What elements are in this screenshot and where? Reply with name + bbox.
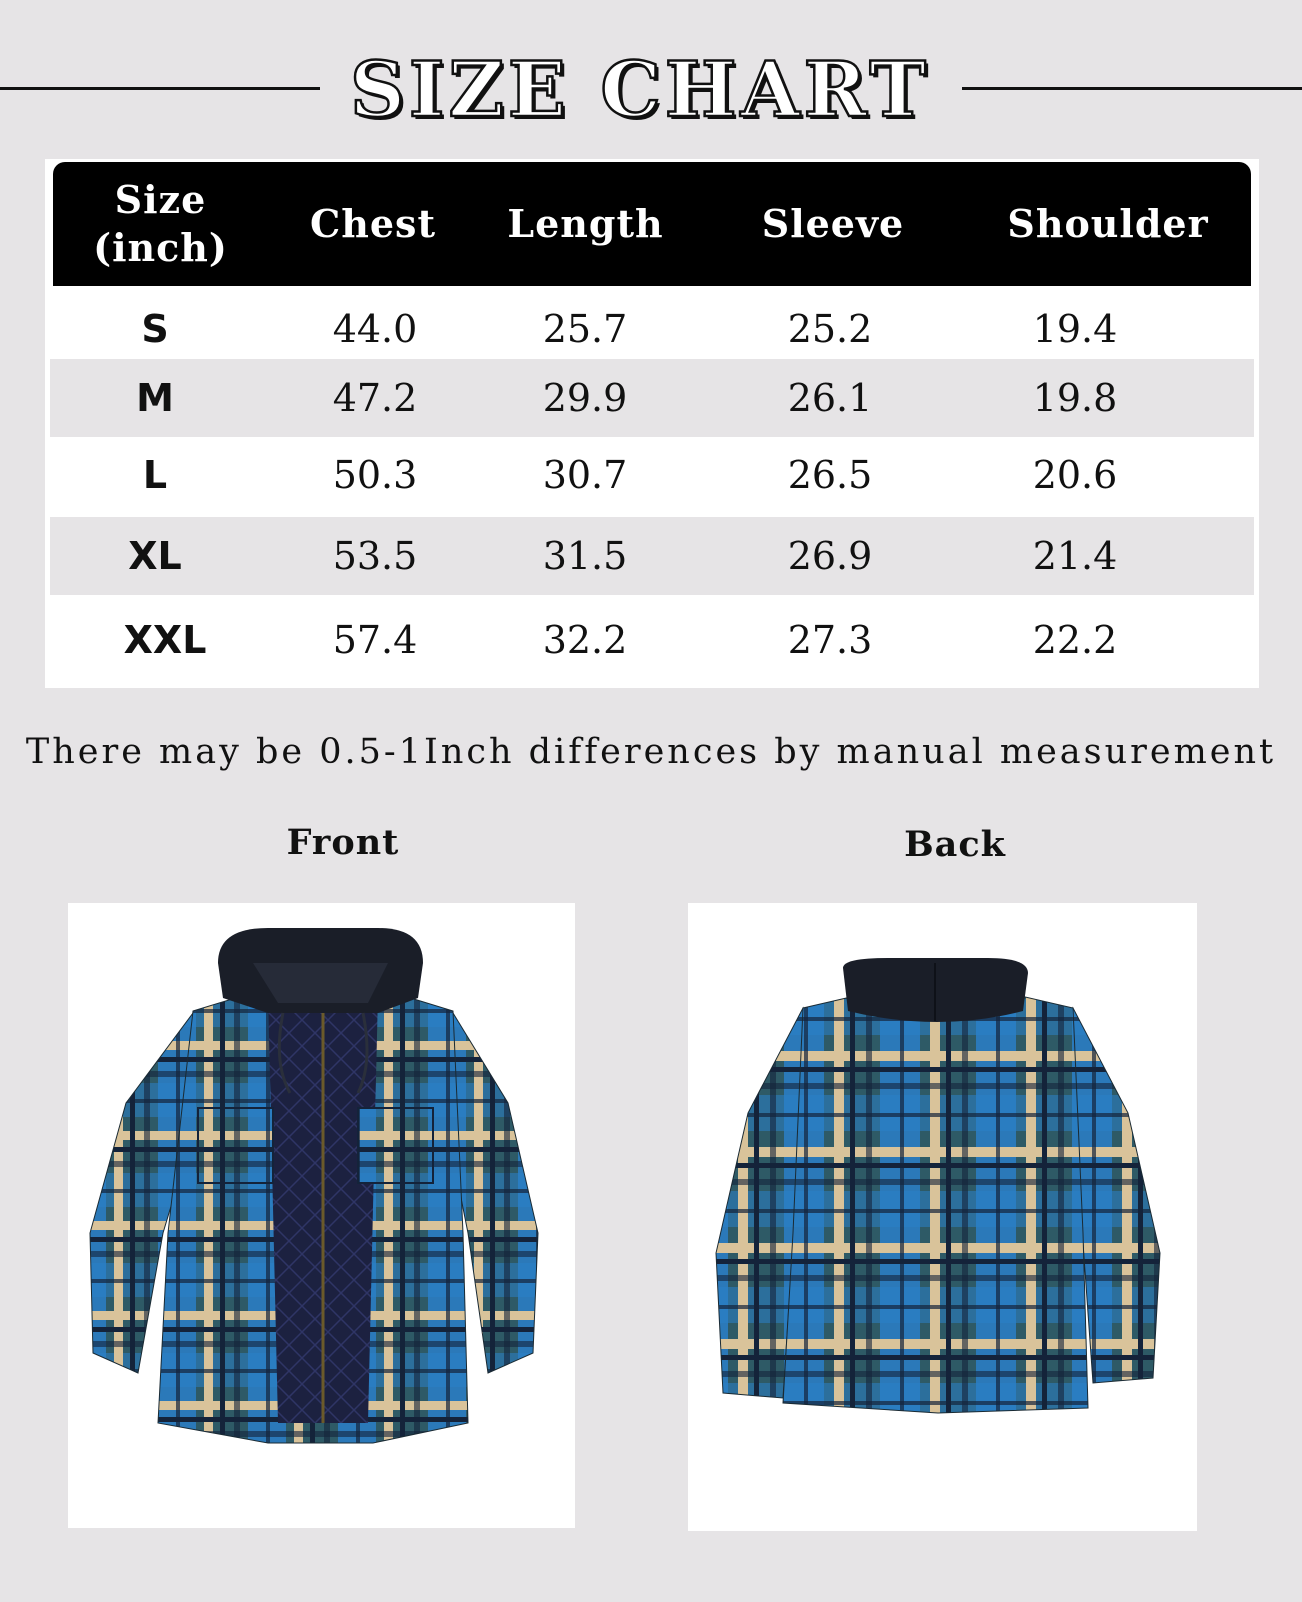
cell-sleeve: 26.1 <box>787 376 873 420</box>
table-row <box>50 436 1254 514</box>
cell-shoulder: 21.4 <box>1032 534 1118 578</box>
cell-size: XXL <box>123 618 207 662</box>
page-title: SIZE CHART <box>350 45 930 134</box>
header-size <box>53 162 268 286</box>
table-header <box>53 162 1251 286</box>
cell-length: 29.9 <box>542 376 628 420</box>
front-label: Front <box>286 822 400 863</box>
table-row <box>50 359 1254 437</box>
back-label: Back <box>904 824 1006 865</box>
cell-length: 31.5 <box>542 534 628 578</box>
cell-length: 32.2 <box>542 618 628 662</box>
title-divider-right <box>962 87 1302 90</box>
cell-shoulder: 22.2 <box>1032 618 1118 662</box>
header-length: Length <box>507 201 664 246</box>
cell-length: 25.7 <box>542 307 628 351</box>
cell-length: 30.7 <box>542 453 628 497</box>
size-table <box>45 159 1259 688</box>
cell-chest: 47.2 <box>332 376 418 420</box>
cell-shoulder: 19.8 <box>1032 376 1118 420</box>
back-jacket-image <box>688 903 1197 1531</box>
table-row <box>50 601 1254 679</box>
header-shoulder: Shoulder <box>1007 201 1209 246</box>
cell-shoulder: 20.6 <box>1032 453 1118 497</box>
cell-sleeve: 25.2 <box>787 307 873 351</box>
cell-chest: 53.5 <box>332 534 418 578</box>
front-jacket-image <box>68 903 575 1528</box>
cell-size: M <box>136 376 174 420</box>
cell-shoulder: 19.4 <box>1032 307 1118 351</box>
cell-chest: 57.4 <box>332 618 418 662</box>
cell-sleeve: 27.3 <box>787 618 873 662</box>
header-sleeve: Sleeve <box>761 201 905 246</box>
cell-chest: 50.3 <box>332 453 418 497</box>
cell-size: XL <box>128 534 182 578</box>
cell-sleeve: 26.9 <box>787 534 873 578</box>
table-row <box>50 290 1254 368</box>
cell-size: L <box>142 453 168 497</box>
header-chest: Chest <box>310 201 436 246</box>
header-size-label: Size <box>114 177 207 222</box>
table-row <box>50 517 1254 595</box>
cell-size: S <box>141 307 169 351</box>
header-size-unit: (inch) <box>93 225 228 270</box>
title-row <box>0 40 1302 140</box>
measurement-note: There may be 0.5-1Inch differences by manual measurement <box>25 732 1277 772</box>
title-divider-left <box>0 87 320 90</box>
cell-sleeve: 26.5 <box>787 453 873 497</box>
cell-chest: 44.0 <box>332 307 418 351</box>
